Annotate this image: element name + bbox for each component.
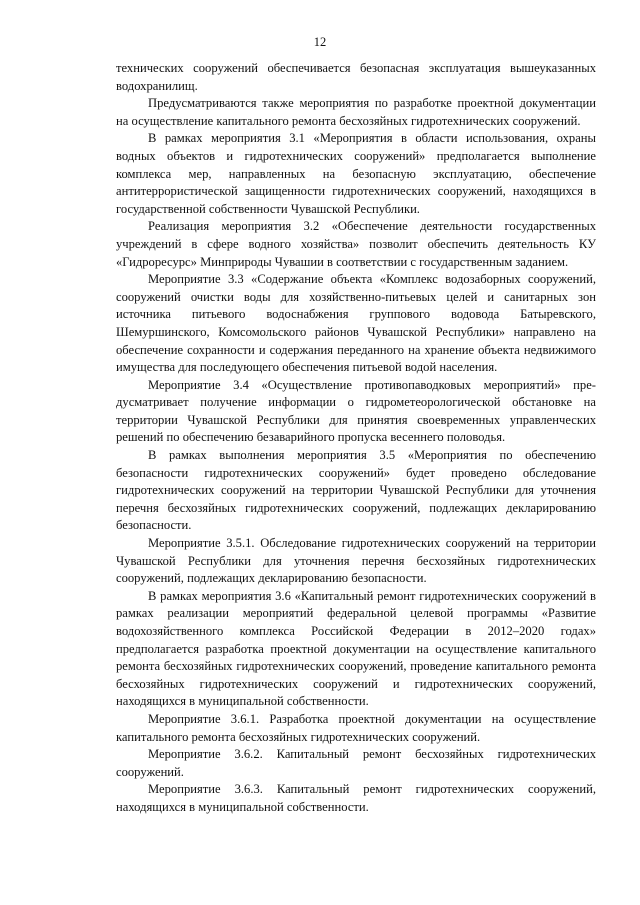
page-number: 12 <box>313 35 327 49</box>
paragraph-6: Мероприятие 3.4 «Осуществление противопаводковых мероприятий» предусматривает получение информации о гидрометеорологической обстановке на территории Чувашской Республики для принятия своевременных управленческих решений по обеспечению безаварийного пропуска весеннего половодья. <box>116 377 596 445</box>
paragraph-1: технических сооружений обеспечивается безопасная эксплуатация вышеуказанных водохранилищ. <box>116 61 596 93</box>
paragraph-5: Мероприятие 3.3 «Содержание объекта «Комплекс водозаборных сооружений, сооружений очистки воды для хозяйственно-питьевых целей и санитарных зон источника питьевого водоснабжения группового водовода Батыревского, Шемуршинского, Комсомольского районов Чувашской Республики» направлено на обеспечение сохранности и содержания переданного на хранение объекта недвижимого имущества для последующего обеспечения питьевой водой населения. <box>116 272 596 375</box>
body-text <box>116 60 596 817</box>
paragraph-9: В рамках мероприятия 3.6 «Капитальный ремонт гидротехнических сооружений в рамках реализации мероприятий федеральной целевой программы «Развитие водохозяйственного комплекса Российской Федерации в 2012–2020 годах» предполагается разработка проектной документации на осуществление капитального ремонта бесхозяйных гидротехнических сооружений, проведение капитального ремонта бесхозяйных гидротехнических сооружений и гидротехнических сооружений, находящихся в муниципальной собственности. <box>116 588 596 709</box>
paragraph-12: Мероприятие 3.6.3. Капитальный ремонт гидротехнических сооружений, находящихся в муниципальной собственности. <box>116 782 596 814</box>
paragraph-7: В рамках выполнения мероприятия 3.5 «Мероприятия по обеспечению безопасности гидротехнических сооружений» будет проведено обследование гидротехнических сооружений на территории Чувашской Республики для уточнения перечня бесхозяйных гидротехнических сооружений, подлежащих декларированию безопасности. <box>116 448 596 533</box>
paragraph-8: Мероприятие 3.5.1. Обследование гидротехнических сооружений на территории Чувашской Республики для уточнения перечня бесхозяйных гидротехнических сооружений, подлежащих декларированию безопасности. <box>116 536 596 586</box>
paragraph-2: Предусматриваются также мероприятия по разработке проектной документации на осуществление капитального ремонта бесхозяйных гидротехнических сооружений. <box>116 96 596 128</box>
paragraph-3: В рамках мероприятия 3.1 «Мероприятия в области использования, охраны водных объектов и гидротехнических сооружений» предполагается выполнение комплекса мер, направленных на безопасную эксплуатацию, обеспечение антитеррористической защищенности гидротехнических сооружений, находящихся в государственной собственности Чувашской Республики. <box>116 131 596 216</box>
paragraph-11: Мероприятие 3.6.2. Капитальный ремонт бесхозяйных гидротехнических сооружений. <box>116 747 596 779</box>
paragraph-10: Мероприятие 3.6.1. Разработка проектной документации на осуществление капитального ремонта бесхозяйных гидротехнических сооружений. <box>116 711 596 744</box>
paragraph-4: Реализация мероприятия 3.2 «Обеспечение деятельности государственных учреждений в сфере водного хозяйства» позволит обеспечить деятельность КУ «Гидроресурс» Минприроды Чувашии в соответствии с государственным заданием. <box>116 219 596 269</box>
